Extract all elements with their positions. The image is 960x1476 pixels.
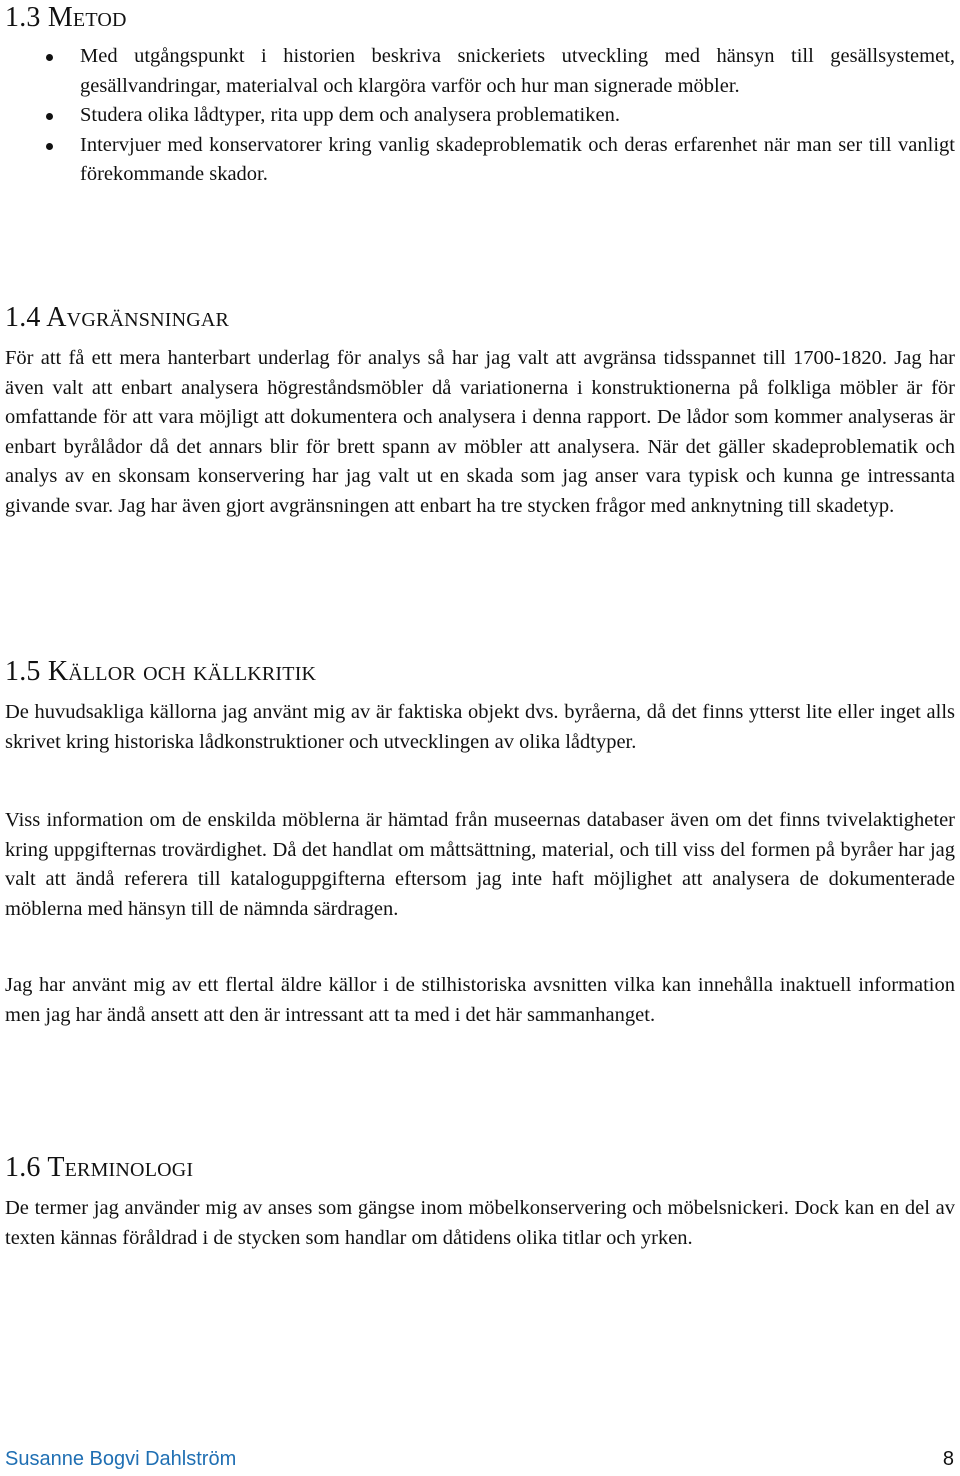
section-number: 1.3 (5, 2, 41, 33)
list-item-text: Intervjuer med konservatorer kring vanlig skadeproblematik och deras erfarenhet när man ser till vanligt förekommande skador. (80, 133, 955, 185)
list-item (0, 101, 955, 131)
paragraph: För att få ett mera hanterbart underlag för analys så har jag valt att avgränsa tidsspannet till 1700-1820. Jag har även valt att enbart analysera högreståndsmöbler då variationerna i konstruktionerna på folkliga möbler är för omfattande för att vara möjligt att dokumentera och analysera i denna rapport. De lådor som kommer analyseras är enbart byrålådor då det annars blir för brett spann av möbler att analysera. När det gäller skadeproblematik och analys av en skonsam konservering har jag valt ut en skada som jag anser vara typisk och kunna ge intressanta givande svar. Jag har även gjort avgränsningen att enbart ha tre stycken frågor med anknytning till skadetyp. (5, 347, 955, 517)
paragraph: De huvudsakliga källorna jag använt mig av är faktiska objekt dvs. byråerna, då det finns ytterst lite eller inget alls skrivet kring historiska lådkonstruktioner och utvecklingen av olika lådtyper. (5, 701, 955, 753)
section-title: Avgränsningar (46, 302, 230, 333)
list-item-text: Studera olika lådtyper, rita upp dem och analysera problematiken. (80, 104, 620, 126)
paragraph: De termer jag använder mig av anses som gängse inom möbelkonservering och möbelsnickeri. Dock kan en del av texten kännas föråldrad i de stycken som handlar om dåtidens olika titlar och yrken. (5, 1197, 955, 1249)
bullet-icon (46, 54, 53, 61)
page-number: 8 (942, 1448, 954, 1470)
paragraph: Viss information om de enskilda möblerna är hämtad från museernas databaser även om det finns tvivelaktigheter kring uppgifternas trovärdighet. Då det handlat om måttsättning, material, och till viss del formen på byråer har jag valt att ändå referera till kataloguppgifterna eftersom jag inte haft möjlighet att analysera de dokumenterade möblerna med hänsyn till de nämnda särdragen. (5, 809, 955, 920)
list-item-text: Med utgångspunkt i historien beskriva snickeriets utveckling med hänsyn till gesällsystemet, gesällvandringar, materialval och klargöra varför och hur man signerade möbler. (80, 45, 955, 97)
method-bullet-list (0, 42, 960, 190)
section-number: 1.6 (5, 1152, 41, 1183)
section-heading-metod (5, 2, 127, 34)
page-footer (5, 1445, 954, 1473)
section-number: 1.5 (5, 656, 41, 687)
paragraph: Jag har använt mig av ett flertal äldre källor i de stilhistoriska avsnitten vilka kan innehålla inaktuell information men jag har ändå ansett att den är intressant att ta med i det här sammanhanget. (5, 974, 955, 1026)
section-title: Källor och källkritik (47, 656, 317, 687)
bullet-icon (46, 113, 53, 120)
section-heading-kallor (5, 656, 316, 688)
bullet-icon (46, 143, 53, 150)
footer-author: Susanne Bogvi Dahlström (5, 1448, 237, 1470)
section-number: 1.4 (5, 302, 41, 333)
list-item (0, 42, 955, 101)
list-item (0, 131, 955, 190)
section-title: Metod (47, 2, 127, 33)
section-heading-avgransningar (5, 302, 229, 334)
section-title: Terminologi (47, 1152, 194, 1183)
section-heading-terminologi (5, 1152, 193, 1184)
